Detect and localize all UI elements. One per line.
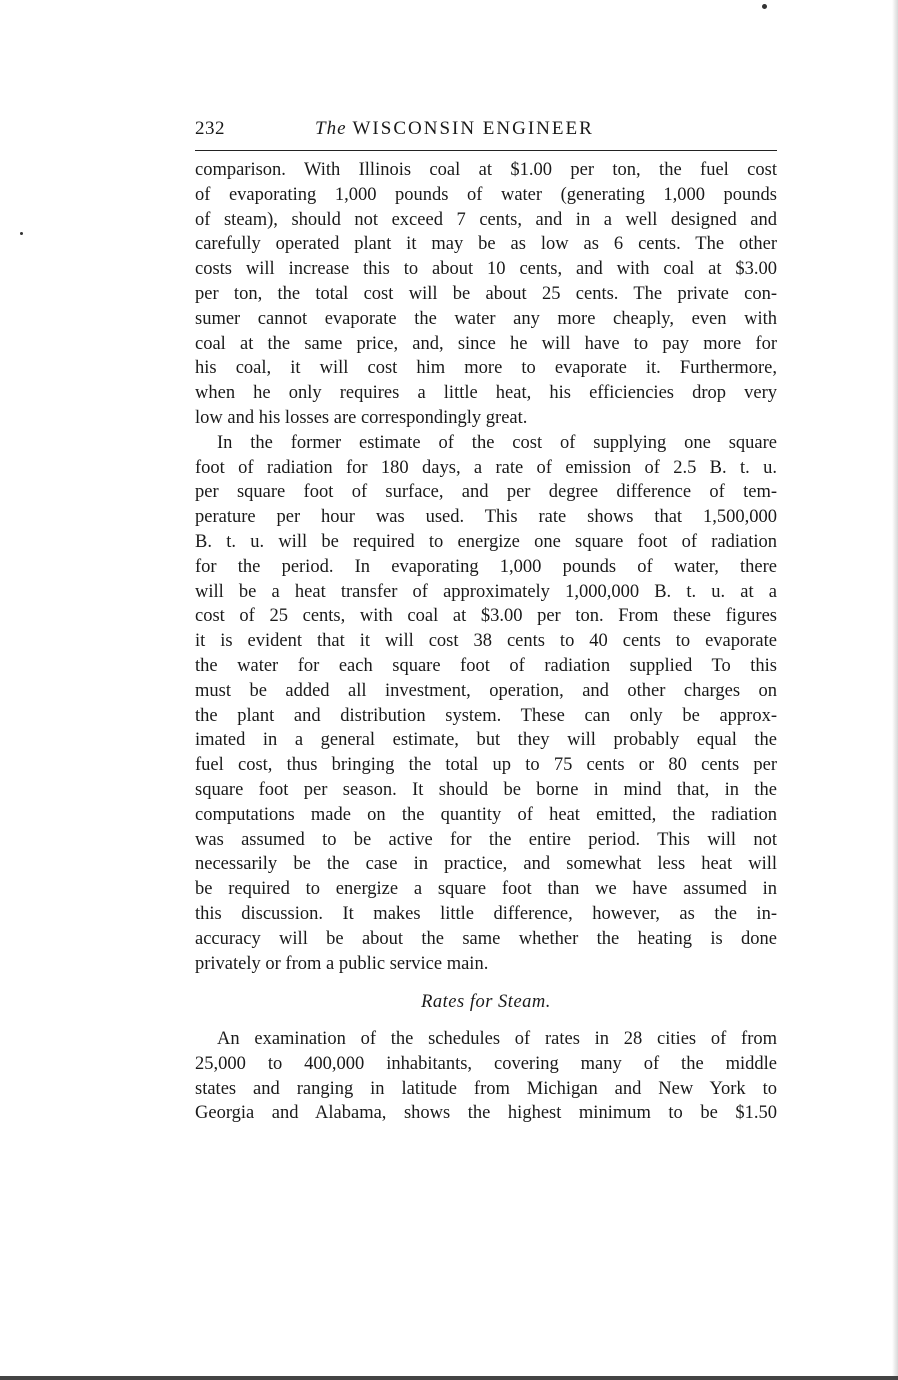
journal-title: WISCONSIN ENGINEER [352,118,594,139]
page-number: 232 [195,118,225,139]
page-edge-shadow [892,0,898,1380]
text-line: computations made on the quantity of heat emitted, the radiation [195,804,777,825]
text-line: sumer cannot evaporate the water any more cheaply, even with [195,308,777,329]
text-line-content: An examination of the schedules of rates in 28 cities of from [217,1029,777,1050]
text-line: it is evident that it will cost 38 cents to 40 cents to evaporate [195,631,777,652]
text-line: low and his losses are correspondingly great. [195,407,528,428]
text-line: foot of radiation for 180 days, a rate of emission of 2.5 B. t. u. [195,457,777,478]
text-line: must be added all investment, operation, and other charges on [195,680,777,701]
text-line: B. t. u. will be required to energize one square foot of radiation [195,531,777,552]
text-line: was assumed to be active for the entire period. This will not [195,829,777,850]
text-line: of evaporating 1,000 pounds of water (generating 1,000 pounds [195,184,777,205]
text-line: be required to energize a square foot than we have assumed in [195,879,777,900]
speck-mark [20,232,23,235]
paragraph-2 [195,431,777,977]
text-line: square foot per season. It should be borne in mind that, in the [195,779,777,800]
text-line: comparison. With Illinois coal at $1.00 per ton, the fuel cost [195,160,777,180]
text-line: per ton, the total cost will be about 25 cents. The private con- [195,283,777,304]
text-line: when he only requires a little heat, his efficiencies drop very [195,383,777,404]
text-line: accuracy will be about the same whether the heating is done [195,928,777,949]
text-line: of steam), should not exceed 7 cents, and in a well designed and [195,209,777,230]
paragraph-1 [195,158,777,431]
text-line: the water for each square foot of radiation supplied To this [195,655,777,676]
text-line: perature per hour was used. This rate shows that 1,500,000 [195,507,777,528]
text-line-indented [195,1027,777,1052]
text-line: for the period. In evaporating 1,000 pounds of water, there [195,556,777,577]
text-line: this discussion. It makes little difference, however, as the in- [195,903,777,924]
text-line: will be a heat transfer of approximately 1,000,000 B. t. u. at a [195,581,777,602]
text-line: 25,000 to 400,000 inhabitants, covering many of the middle [195,1053,777,1074]
page-bottom-edge [0,1376,898,1380]
text-line: coal at the same price, and, since he will have to pay more for [195,333,777,354]
body-text [195,158,777,1126]
header-rule [195,150,777,151]
text-line: Georgia and Alabama, shows the highest minimum to be $1.50 [195,1103,777,1124]
section-heading: Rates for Steam. [421,992,551,1013]
text-line: privately or from a public service main. [195,953,489,974]
text-line: fuel cost, thus bringing the total up to 75 cents or 80 cents per [195,755,777,776]
text-line: imated in a general estimate, but they will probably equal the [195,730,777,751]
text-line: cost of 25 cents, with coal at $3.00 per ton. From these figures [195,606,777,627]
text-line: the plant and distribution system. These can only be approx- [195,705,777,726]
page-header [195,114,777,148]
text-line: necessarily be the case in practice, and somewhat less heat will [195,854,777,875]
text-line: carefully operated plant it may be as low as 6 cents. The other [195,234,777,255]
text-line: states and ranging in latitude from Michigan and New York to [195,1078,777,1099]
speck-mark [762,4,767,9]
text-line: per square foot of surface, and per degree difference of tem- [195,482,777,503]
running-head-the: The [315,118,347,139]
text-line-indented [195,431,777,456]
paragraph-3 [195,1027,777,1126]
text-line-content: In the former estimate of the cost of supplying one square [217,432,777,453]
text-line: costs will increase this to about 10 cents, and with coal at $3.00 [195,259,777,280]
running-head [315,118,594,140]
text-line: his coal, it will cost him more to evaporate it. Furthermore, [195,358,777,379]
